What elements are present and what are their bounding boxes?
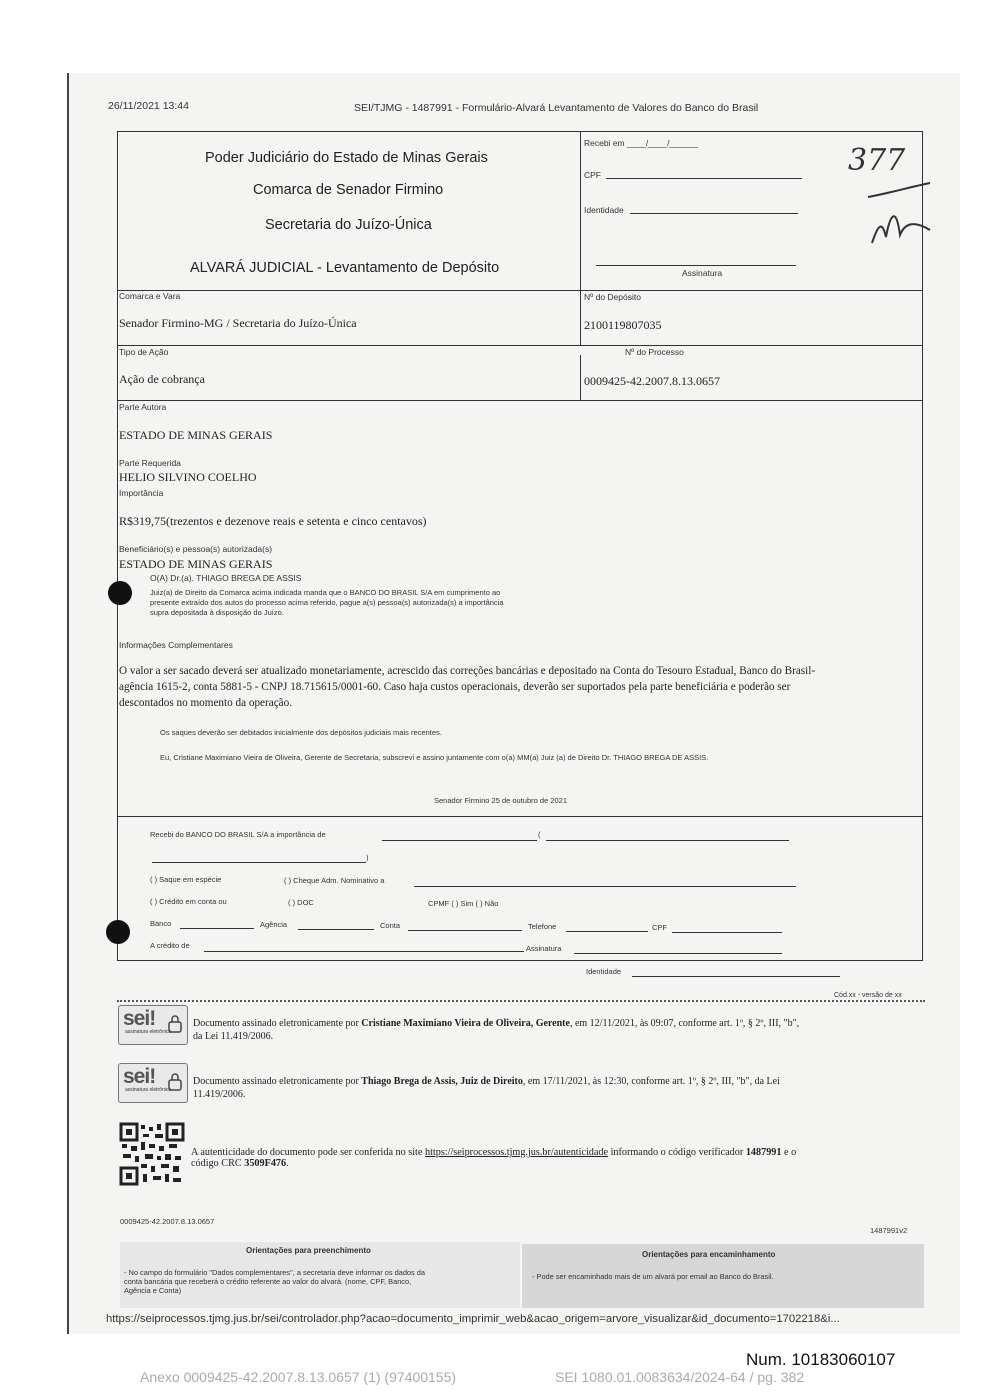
handwritten-number: 377 <box>848 143 906 178</box>
local-data: Senador Firmino 25 de outubro de 2021 <box>434 796 568 805</box>
agencia-label: Agência <box>260 920 288 929</box>
orientacoes-left-text-3: Agência e Conta) <box>124 1286 182 1295</box>
info-text-3: descontados no momento da operação. <box>119 697 293 709</box>
cpf-receipt-label: CPF <box>652 923 667 932</box>
orientacoes-left-title: Orientações para preenchimento <box>246 1246 371 1255</box>
header-line-1: Poder Judiciário do Estado de Minas Gerais <box>205 150 488 166</box>
sei-page-text: SEI 1080.01.0083634/2024-64 / pg. 382 <box>555 1369 805 1385</box>
importancia-value: R$319,75(trezentos e dezenove reais e setenta e cinco centavos) <box>119 514 427 528</box>
credito-option[interactable]: ( ) Crédito em conta ou <box>150 897 227 906</box>
signature-1-line2: da Lei 11.419/2006. <box>193 1031 274 1042</box>
info-text-2: agência 1615-2, conta 5881-5 - CNPJ 18.715615/0001-60. Caso haja custos operacionais, deverão ser suportados pela parte beneficiária e poderão ser <box>119 681 791 693</box>
print-title: SEI/TJMG - 1487991 - Formulário-Alvará Levantamento de Valores do Banco do Brasil <box>354 102 759 114</box>
tipo-value: Ação de cobrança <box>119 372 205 386</box>
doc-option[interactable]: ( ) DOC <box>288 898 314 907</box>
signature-2-text: Documento assinado eletronicamente por Thiago Brega de Assis, Juiz de Direito, em 17/11/2021, às 12:30, conforme art. 1º, § 2º, III, "b", da Lei <box>193 1076 780 1087</box>
comarca-value: Senador Firmino-MG / Secretaria do Juízo-Única <box>119 316 357 330</box>
recebi-text: Recebi do BANCO DO BRASIL S/A a importância de <box>150 830 326 839</box>
signer-2-name: Thiago Brega de Assis, Juiz de Direito <box>361 1076 523 1087</box>
saques-text: Os saques deverão ser debitados inicialmente dos depósitos judiciais mais recentes. <box>160 728 442 737</box>
orientacoes-right-title: Orientações para encaminhamento <box>642 1250 776 1259</box>
banco-label: Banco <box>150 919 172 928</box>
autora-value: ESTADO DE MINAS GERAIS <box>119 428 273 442</box>
header-line-3: Secretaria do Juízo-Única <box>265 217 432 233</box>
close-paren: ) <box>366 853 369 862</box>
print-datetime: 26/11/2021 13:44 <box>108 100 189 112</box>
importancia-label: Importância <box>119 488 164 498</box>
comarca-label: Comarca e Vara <box>119 291 181 301</box>
anexo-text: Anexo 0009425-42.2007.8.13.0657 (1) (97400155) <box>140 1369 457 1385</box>
sei-signature-logo-1: sei! assinatura eletrônica <box>118 1005 188 1045</box>
info-text-1: O valor a ser sacado deverá ser atualizado monetariamente, acrescido das correções bancárias e depositado na Conta do Tesouro Estadual, Banco do Brasil- <box>119 665 816 677</box>
open-paren: ( <box>538 830 541 839</box>
juiz-text-3: supra depositada à disposição do Juízo. <box>150 608 284 617</box>
orientacoes-left-text-1: - No campo do formulário "Dados complementares", a secretaria deve informar os dados da <box>124 1268 426 1277</box>
footer-code: 1487991v2 <box>870 1226 908 1235</box>
cpmf-option[interactable]: CPMF ( ) Sim ( ) Não <box>428 899 499 908</box>
punch-hole-bottom <box>106 920 130 944</box>
identidade-receipt-label: Identidade <box>586 967 622 976</box>
saque-option[interactable]: ( ) Saque em espécie <box>150 875 222 884</box>
orientacoes-right-text: - Pode ser encaminhado mais de um alvará por email ao Banco do Brasil. <box>532 1272 774 1281</box>
lock-icon <box>168 1073 182 1091</box>
qr-code <box>119 1122 185 1186</box>
beneficiario-value: ESTADO DE MINAS GERAIS <box>119 557 273 571</box>
sei-signature-logo-2: sei! assinatura eletrônica <box>118 1063 188 1103</box>
form-title: ALVARÁ JUDICIAL - Levantamento de Depósito <box>190 260 500 276</box>
processo-label: Nº do Processo <box>625 347 684 357</box>
processo-value: 0009425-42.2007.8.13.0657 <box>584 374 720 388</box>
signature-1-text: Documento assinado eletronicamente por Cristiane Maximiano Vieira de Oliveira, Gerente, em 12/11/2021, às 09:07, conforme art. 1º, § 2º, III, "b", <box>193 1018 800 1029</box>
a-credito-label: A crédito de <box>150 941 190 950</box>
orientacoes-encaminhamento <box>522 1244 924 1308</box>
header-line-2: Comarca de Senador Firmino <box>253 182 444 198</box>
identidade-label: Identidade <box>584 205 624 215</box>
punch-hole-top <box>108 581 132 605</box>
cheque-option[interactable]: ( ) Cheque Adm. Nominativo a <box>284 876 385 885</box>
doc-num: Num. 10183060107 <box>746 1350 896 1369</box>
orientacoes-preenchimento <box>120 1242 520 1308</box>
juiz-line: O(A) Dr.(a). THIAGO BREGA DE ASSIS <box>150 573 302 583</box>
footer-processo: 0009425-42.2007.8.13.0657 <box>120 1217 215 1226</box>
conta-label: Conta <box>380 921 401 930</box>
cod-version: Cód.xx - versão de xx <box>834 992 902 999</box>
assinatura-receipt-label: Assinatura <box>526 944 562 953</box>
authenticity-crc: código CRC 3509F476. <box>191 1158 289 1169</box>
orientacoes-left-text-2: conta bancária que receberá o crédito referente ao valor do alvará. (nome, CPF, Banco, <box>124 1277 412 1286</box>
lock-icon <box>168 1015 182 1033</box>
tipo-label: Tipo de Ação <box>119 347 169 357</box>
browser-url: https://seiprocessos.tjmg.jus.br/sei/controlador.php?acao=documento_imprimir_web&acao_origem=arvore_visualizar&id_documento=1702218&i... <box>106 1313 840 1325</box>
eu-text: Eu, Cristiane Maximiano Vieira de Oliveira, Gerente de Secretaria, subscrevi e assino juntamente com o(a) MM(a) Juiz (a) de Direito Dr. THIAGO BREGA DE ASSIS. <box>160 753 709 762</box>
assinatura-label: Assinatura <box>682 268 723 278</box>
juiz-text-2: presente extraído dos autos do processo acima referido, pague a(s) pessoa(s) autorizada(s) a importância <box>150 598 504 607</box>
authenticity-link[interactable]: https://seiprocessos.tjmg.jus.br/autenticidade <box>424 1147 609 1158</box>
authenticity-text: A autenticidade do documento pode ser conferida no site https://seiprocessos.tjmg.jus.br/autenticidade informando o código verificador 1487991 e o <box>191 1147 797 1158</box>
autora-label: Parte Autora <box>119 402 167 412</box>
signer-1-name: Cristiane Maximiano Vieira de Oliveira, Gerente <box>361 1018 570 1029</box>
requerida-label: Parte Requerida <box>119 458 181 468</box>
beneficiario-label: Beneficiário(s) e pessoa(s) autorizada(s) <box>119 544 273 554</box>
info-label: Informações Complementares <box>119 640 233 650</box>
recebi-em-label: Recebi em ____/____/______ <box>584 138 698 148</box>
telefone-label: Telefone <box>528 922 557 931</box>
signature-2-line2: 11.419/2006. <box>193 1089 246 1100</box>
juiz-text-1: Juiz(a) de Direito da Comarca acima indicada manda que o BANCO DO BRASIL S/A em cumprimento ao <box>150 588 501 597</box>
deposito-value: 2100119807035 <box>584 318 662 332</box>
deposito-label: Nº do Depósito <box>584 292 641 302</box>
requerida-value: HELIO SILVINO COELHO <box>119 470 257 484</box>
cpf-label: CPF <box>584 170 601 180</box>
